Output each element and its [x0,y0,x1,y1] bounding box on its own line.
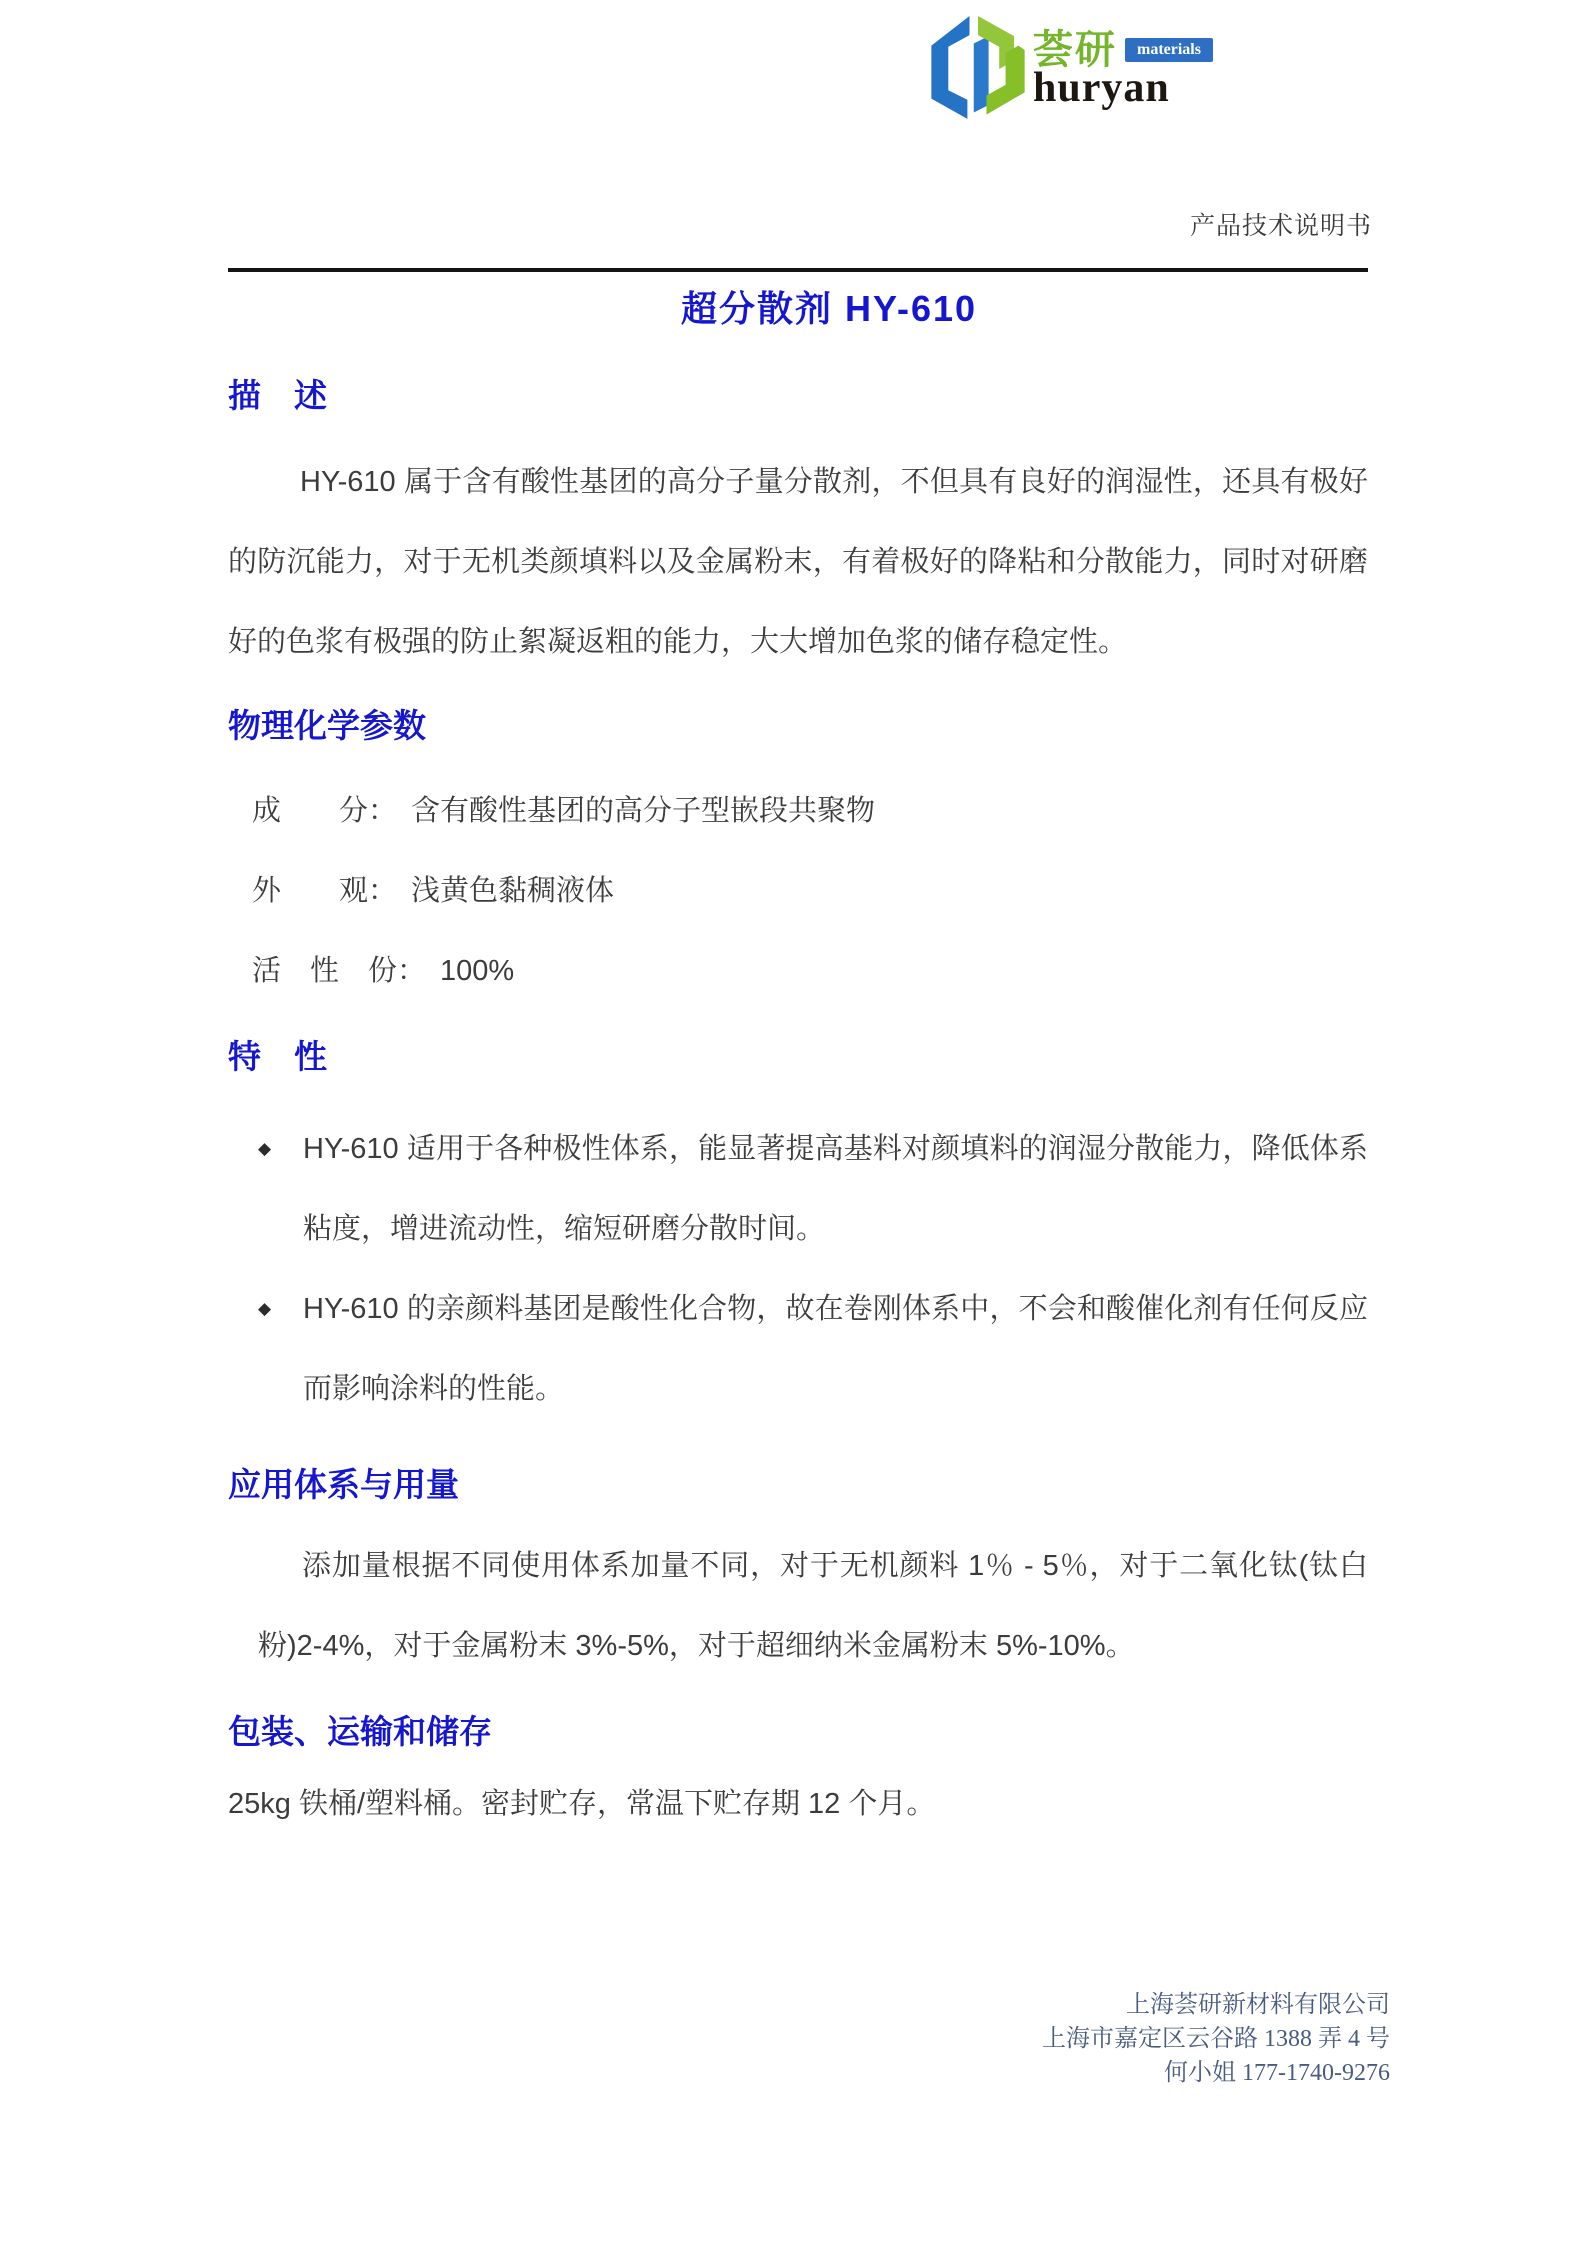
page-title: 超分散剂 HY-610 [680,288,978,329]
huryan-logo [925,10,1213,128]
brand-name-en: huryan [1033,65,1170,111]
doc-type-label: 产品技术说明书 [1190,212,1373,240]
packaging-paragraph: 25kg 铁桶/塑料桶。密封贮存，常温下贮存期 12 个月。 [228,1788,936,1820]
section-heading-packaging: 包装、运输和储存 [228,1713,492,1750]
header-divider [228,268,1368,272]
section-heading-application: 应用体系与用量 [228,1466,459,1503]
section-heading-physchem: 物理化学参数 [228,707,426,744]
brand-tag-materials: materials [1125,38,1213,62]
param-row-appearance [252,851,1368,931]
diamond-bullet-icon: ◆ [258,1139,272,1158]
param-value: 100% [440,955,515,987]
section-heading-description: 描 述 [228,377,327,414]
logo-hexagon-icon [925,10,1031,128]
footer-company: 上海荟研新材料有限公司 [1126,1992,1390,2018]
features-list [258,1109,1368,1429]
footer-contact-block [1042,1988,1390,2090]
diamond-bullet-icon: ◆ [258,1299,272,1318]
list-item [258,1109,1368,1269]
header [0,0,1587,272]
param-row-composition [252,771,1368,851]
description-paragraph: HY-610 属于含有酸性基团的高分子量分散剂，不但具有良好的润湿性，还具有极好的防沉能力，对于无机类颜填料以及金属粉末，有着极好的降粘和分散能力，同时对研磨好的色浆有极强的防止絮凝返粗的能力，大大增加色浆的储存稳定性。 [228,466,1368,658]
footer-address: 上海市嘉定区云谷路 1388 弄 4 号 [1042,2026,1390,2052]
param-value: 含有酸性基团的高分子型嵌段共聚物 [411,795,876,827]
feature-text: HY-610 适用于各种极性体系，能显著提高基料对颜填料的润湿分散能力，降低体系粘度，增进流动性，缩短研磨分散时间。 [303,1133,1368,1245]
feature-text: HY-610 的亲颜料基团是酸性化合物，故在卷刚体系中，不会和酸催化剂有任何反应而影响涂料的性能。 [303,1293,1368,1405]
section-heading-features: 特 性 [228,1038,327,1075]
param-label: 活 性 份： [252,955,427,987]
param-value: 浅黄色黏稠液体 [411,875,615,907]
application-paragraph: 添加量根据不同使用体系加量不同，对于无机颜料 1％ - 5％，对于二氧化钛(钛白粉)2-4%，对于金属粉末 3%-5%，对于超细纳米金属粉末 5%-10%。 [258,1550,1368,1662]
brand-name-cn: 荟研 [1033,27,1117,72]
logo-texts [1033,10,1213,111]
footer-contact: 何小姐 177-1740-9276 [1164,2060,1390,2086]
param-row-active-content [252,931,1368,1011]
list-item [258,1269,1368,1429]
content [228,286,1368,1844]
param-label: 外 观： [252,875,398,907]
param-label: 成 分： [252,795,398,827]
physchem-parameters [252,771,1368,1011]
logo-top-row [1033,27,1213,72]
